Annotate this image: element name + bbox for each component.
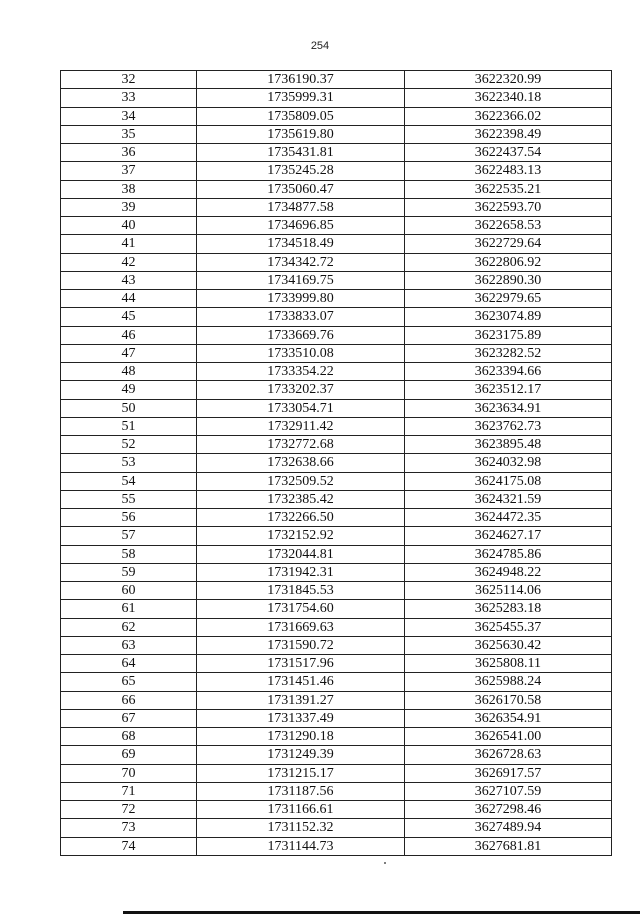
y-coordinate-cell: 3625455.37 <box>405 618 612 636</box>
x-coordinate-cell: 1734696.85 <box>197 217 405 235</box>
point-number-cell: 65 <box>61 673 197 691</box>
point-number-cell: 45 <box>61 308 197 326</box>
y-coordinate-cell: 3622979.65 <box>405 290 612 308</box>
point-number-cell: 47 <box>61 344 197 362</box>
point-number-cell: 62 <box>61 618 197 636</box>
y-coordinate-cell: 3622366.02 <box>405 107 612 125</box>
y-coordinate-cell: 3626728.63 <box>405 746 612 764</box>
point-number-cell: 73 <box>61 819 197 837</box>
y-coordinate-cell: 3625808.11 <box>405 655 612 673</box>
table-row <box>61 381 612 399</box>
table-row <box>61 819 612 837</box>
point-number-cell: 43 <box>61 271 197 289</box>
y-coordinate-cell: 3624321.59 <box>405 490 612 508</box>
point-number-cell: 67 <box>61 709 197 727</box>
x-coordinate-cell: 1731845.53 <box>197 582 405 600</box>
point-number-cell: 70 <box>61 764 197 782</box>
table-row <box>61 472 612 490</box>
table-row <box>61 436 612 454</box>
x-coordinate-cell: 1731187.56 <box>197 782 405 800</box>
point-number-cell: 61 <box>61 600 197 618</box>
point-number-cell: 52 <box>61 436 197 454</box>
x-coordinate-cell: 1731215.17 <box>197 764 405 782</box>
x-coordinate-cell: 1732044.81 <box>197 545 405 563</box>
point-number-cell: 44 <box>61 290 197 308</box>
point-number-cell: 54 <box>61 472 197 490</box>
x-coordinate-cell: 1731249.39 <box>197 746 405 764</box>
x-coordinate-cell: 1732152.92 <box>197 527 405 545</box>
y-coordinate-cell: 3622593.70 <box>405 198 612 216</box>
point-number-cell: 37 <box>61 162 197 180</box>
y-coordinate-cell: 3626354.91 <box>405 709 612 727</box>
point-number-cell: 38 <box>61 180 197 198</box>
table-row <box>61 308 612 326</box>
table-row <box>61 636 612 654</box>
y-coordinate-cell: 3624175.08 <box>405 472 612 490</box>
y-coordinate-cell: 3622535.21 <box>405 180 612 198</box>
table-row <box>61 764 612 782</box>
x-coordinate-cell: 1733054.71 <box>197 399 405 417</box>
y-coordinate-cell: 3622729.64 <box>405 235 612 253</box>
y-coordinate-cell: 3622806.92 <box>405 253 612 271</box>
x-coordinate-cell: 1733669.76 <box>197 326 405 344</box>
point-number-cell: 32 <box>61 71 197 89</box>
table-row <box>61 89 612 107</box>
table-row <box>61 253 612 271</box>
y-coordinate-cell: 3622658.53 <box>405 217 612 235</box>
table-row <box>61 600 612 618</box>
table-row <box>61 582 612 600</box>
y-coordinate-cell: 3627681.81 <box>405 837 612 855</box>
x-coordinate-cell: 1733833.07 <box>197 308 405 326</box>
point-number-cell: 48 <box>61 363 197 381</box>
point-number-cell: 51 <box>61 417 197 435</box>
x-coordinate-cell: 1732772.68 <box>197 436 405 454</box>
coordinates-table-container <box>60 70 608 856</box>
x-coordinate-cell: 1731166.61 <box>197 801 405 819</box>
y-coordinate-cell: 3626170.58 <box>405 691 612 709</box>
table-row <box>61 107 612 125</box>
table-row <box>61 326 612 344</box>
y-coordinate-cell: 3626541.00 <box>405 728 612 746</box>
table-row <box>61 746 612 764</box>
x-coordinate-cell: 1731337.49 <box>197 709 405 727</box>
x-coordinate-cell: 1735809.05 <box>197 107 405 125</box>
x-coordinate-cell: 1731590.72 <box>197 636 405 654</box>
x-coordinate-cell: 1733354.22 <box>197 363 405 381</box>
point-number-cell: 55 <box>61 490 197 508</box>
y-coordinate-cell: 3623762.73 <box>405 417 612 435</box>
x-coordinate-cell: 1733510.08 <box>197 344 405 362</box>
point-number-cell: 74 <box>61 837 197 855</box>
y-coordinate-cell: 3622483.13 <box>405 162 612 180</box>
point-number-cell: 68 <box>61 728 197 746</box>
x-coordinate-cell: 1735060.47 <box>197 180 405 198</box>
y-coordinate-cell: 3622398.49 <box>405 125 612 143</box>
table-row <box>61 618 612 636</box>
y-coordinate-cell: 3623895.48 <box>405 436 612 454</box>
point-number-cell: 39 <box>61 198 197 216</box>
x-coordinate-cell: 1731754.60 <box>197 600 405 618</box>
point-number-cell: 41 <box>61 235 197 253</box>
point-number-cell: 42 <box>61 253 197 271</box>
table-row <box>61 290 612 308</box>
x-coordinate-cell: 1732266.50 <box>197 509 405 527</box>
x-coordinate-cell: 1732509.52 <box>197 472 405 490</box>
x-coordinate-cell: 1734342.72 <box>197 253 405 271</box>
y-coordinate-cell: 3625630.42 <box>405 636 612 654</box>
table-row <box>61 709 612 727</box>
y-coordinate-cell: 3623394.66 <box>405 363 612 381</box>
scan-speck <box>384 862 386 864</box>
point-number-cell: 53 <box>61 454 197 472</box>
y-coordinate-cell: 3624785.86 <box>405 545 612 563</box>
y-coordinate-cell: 3623634.91 <box>405 399 612 417</box>
coordinates-table-body <box>61 71 612 856</box>
x-coordinate-cell: 1731517.96 <box>197 655 405 673</box>
y-coordinate-cell: 3625114.06 <box>405 582 612 600</box>
page-bottom-edge <box>123 911 640 914</box>
x-coordinate-cell: 1731669.63 <box>197 618 405 636</box>
x-coordinate-cell: 1732385.42 <box>197 490 405 508</box>
point-number-cell: 64 <box>61 655 197 673</box>
y-coordinate-cell: 3623282.52 <box>405 344 612 362</box>
table-row <box>61 655 612 673</box>
x-coordinate-cell: 1733202.37 <box>197 381 405 399</box>
table-row <box>61 198 612 216</box>
y-coordinate-cell: 3627489.94 <box>405 819 612 837</box>
point-number-cell: 60 <box>61 582 197 600</box>
x-coordinate-cell: 1734169.75 <box>197 271 405 289</box>
table-row <box>61 673 612 691</box>
y-coordinate-cell: 3623512.17 <box>405 381 612 399</box>
table-row <box>61 728 612 746</box>
y-coordinate-cell: 3626917.57 <box>405 764 612 782</box>
table-row <box>61 509 612 527</box>
point-number-cell: 36 <box>61 144 197 162</box>
table-row <box>61 144 612 162</box>
point-number-cell: 66 <box>61 691 197 709</box>
y-coordinate-cell: 3625283.18 <box>405 600 612 618</box>
point-number-cell: 72 <box>61 801 197 819</box>
point-number-cell: 50 <box>61 399 197 417</box>
table-row <box>61 125 612 143</box>
y-coordinate-cell: 3627107.59 <box>405 782 612 800</box>
table-row <box>61 801 612 819</box>
x-coordinate-cell: 1735999.31 <box>197 89 405 107</box>
point-number-cell: 35 <box>61 125 197 143</box>
point-number-cell: 71 <box>61 782 197 800</box>
table-row <box>61 180 612 198</box>
table-row <box>61 344 612 362</box>
x-coordinate-cell: 1731152.32 <box>197 819 405 837</box>
y-coordinate-cell: 3625988.24 <box>405 673 612 691</box>
table-row <box>61 217 612 235</box>
x-coordinate-cell: 1735619.80 <box>197 125 405 143</box>
x-coordinate-cell: 1733999.80 <box>197 290 405 308</box>
y-coordinate-cell: 3627298.46 <box>405 801 612 819</box>
y-coordinate-cell: 3622437.54 <box>405 144 612 162</box>
table-row <box>61 454 612 472</box>
y-coordinate-cell: 3623175.89 <box>405 326 612 344</box>
table-row <box>61 71 612 89</box>
table-row <box>61 837 612 855</box>
x-coordinate-cell: 1731144.73 <box>197 837 405 855</box>
point-number-cell: 49 <box>61 381 197 399</box>
point-number-cell: 34 <box>61 107 197 125</box>
table-row <box>61 363 612 381</box>
y-coordinate-cell: 3622320.99 <box>405 71 612 89</box>
table-row <box>61 271 612 289</box>
point-number-cell: 57 <box>61 527 197 545</box>
table-row <box>61 162 612 180</box>
x-coordinate-cell: 1734518.49 <box>197 235 405 253</box>
x-coordinate-cell: 1732638.66 <box>197 454 405 472</box>
point-number-cell: 69 <box>61 746 197 764</box>
table-row <box>61 782 612 800</box>
table-row <box>61 417 612 435</box>
x-coordinate-cell: 1731451.46 <box>197 673 405 691</box>
x-coordinate-cell: 1734877.58 <box>197 198 405 216</box>
y-coordinate-cell: 3623074.89 <box>405 308 612 326</box>
page-number: 254 <box>310 40 330 52</box>
point-number-cell: 40 <box>61 217 197 235</box>
table-row <box>61 527 612 545</box>
coordinates-table <box>60 70 612 856</box>
x-coordinate-cell: 1731942.31 <box>197 563 405 581</box>
y-coordinate-cell: 3624627.17 <box>405 527 612 545</box>
point-number-cell: 33 <box>61 89 197 107</box>
table-row <box>61 235 612 253</box>
table-row <box>61 399 612 417</box>
table-row <box>61 691 612 709</box>
y-coordinate-cell: 3622340.18 <box>405 89 612 107</box>
x-coordinate-cell: 1735431.81 <box>197 144 405 162</box>
x-coordinate-cell: 1736190.37 <box>197 71 405 89</box>
point-number-cell: 63 <box>61 636 197 654</box>
y-coordinate-cell: 3624472.35 <box>405 509 612 527</box>
table-row <box>61 563 612 581</box>
y-coordinate-cell: 3622890.30 <box>405 271 612 289</box>
point-number-cell: 59 <box>61 563 197 581</box>
table-row <box>61 490 612 508</box>
x-coordinate-cell: 1732911.42 <box>197 417 405 435</box>
point-number-cell: 58 <box>61 545 197 563</box>
point-number-cell: 56 <box>61 509 197 527</box>
x-coordinate-cell: 1731391.27 <box>197 691 405 709</box>
x-coordinate-cell: 1735245.28 <box>197 162 405 180</box>
y-coordinate-cell: 3624948.22 <box>405 563 612 581</box>
point-number-cell: 46 <box>61 326 197 344</box>
y-coordinate-cell: 3624032.98 <box>405 454 612 472</box>
table-row <box>61 545 612 563</box>
x-coordinate-cell: 1731290.18 <box>197 728 405 746</box>
